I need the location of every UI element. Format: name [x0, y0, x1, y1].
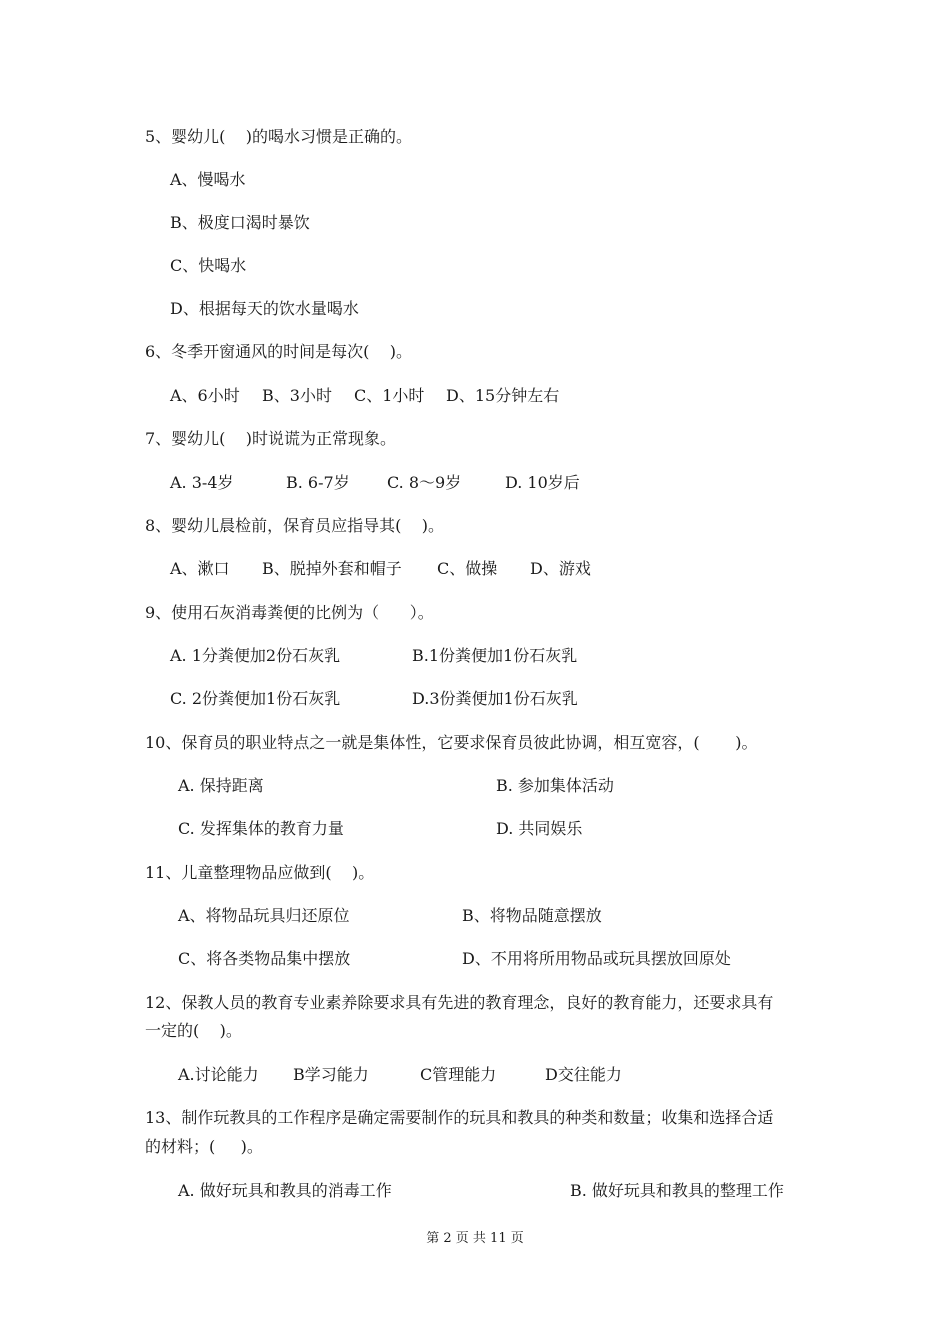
option-c: C、做操 — [437, 559, 498, 578]
option-a: A、6小时 — [170, 386, 240, 405]
option-a: A、将物品玩具归还原位 — [178, 906, 350, 925]
question-stem-line-2: 一定的( )。 — [145, 1021, 242, 1040]
question-stem: 8、婴幼儿晨检前，保育员应指导其( )。 — [145, 516, 445, 535]
page-number-footer: 第 2 页 共 11 页 — [426, 1231, 524, 1246]
option-b: B、极度口渴时暴饮 — [170, 213, 310, 232]
option-d: D.3份粪便加1份石灰乳 — [412, 689, 578, 708]
question-stem-line-2: 的材料；( )。 — [145, 1137, 263, 1156]
option-c: C管理能力 — [420, 1065, 497, 1084]
option-c: C、1小时 — [354, 386, 425, 405]
option-a: A. 1分粪便加2份石灰乳 — [170, 646, 341, 665]
option-b: B、脱掉外套和帽子 — [262, 559, 402, 578]
question-stem-line-1: 13、制作玩教具的工作程序是确定需要制作的玩具和教具的种类和数量；收集和选择合适 — [145, 1108, 774, 1127]
option-b: B、将物品随意摆放 — [462, 906, 602, 925]
option-a: A. 保持距离 — [178, 776, 264, 795]
question-stem: 6、冬季开窗通风的时间是每次( )。 — [145, 342, 413, 361]
option-c: C. 2份粪便加1份石灰乳 — [170, 689, 341, 708]
option-b: B学习能力 — [293, 1065, 369, 1084]
option-c: C、将各类物品集中摆放 — [178, 949, 351, 968]
option-a: A. 3-4岁 — [170, 473, 234, 492]
option-a: A、漱口 — [170, 559, 230, 578]
option-d: D. 共同娱乐 — [496, 819, 583, 838]
option-d: D、不用将所用物品或玩具摆放回原处 — [462, 949, 731, 968]
option-b: B. 6-7岁 — [286, 473, 350, 492]
option-d: D、15分钟左右 — [446, 386, 560, 405]
option-c: C. 8～9岁 — [387, 473, 462, 492]
question-stem: 11、儿童整理物品应做到( )。 — [145, 863, 375, 882]
option-b: B. 参加集体活动 — [496, 776, 614, 795]
option-b: B、3小时 — [262, 386, 332, 405]
option-c: C、快喝水 — [170, 256, 247, 275]
question-stem-line-1: 12、保教人员的教育专业素养除要求具有先进的教育理念，良好的教育能力，还要求具有 — [145, 993, 774, 1012]
option-a: A、慢喝水 — [170, 170, 246, 189]
option-a: A.讨论能力 — [178, 1065, 259, 1084]
option-b: B.1份粪便加1份石灰乳 — [412, 646, 578, 665]
question-stem: 7、婴幼儿( )时说谎为正常现象。 — [145, 429, 397, 448]
option-d: D、游戏 — [530, 559, 591, 578]
question-stem: 9、使用石灰消毒粪便的比例为（ ）。 — [145, 603, 434, 622]
option-d: D、根据每天的饮水量喝水 — [170, 299, 359, 318]
option-d: D交往能力 — [545, 1065, 622, 1084]
option-b: B. 做好玩具和教具的整理工作 — [570, 1181, 784, 1200]
question-stem: 5、婴幼儿( )的喝水习惯是正确的。 — [145, 127, 413, 146]
option-a: A. 做好玩具和教具的消毒工作 — [178, 1181, 392, 1200]
option-d: D. 10岁后 — [505, 473, 580, 492]
question-stem: 10、保育员的职业特点之一就是集体性，它要求保育员彼此协调，相互宽容，( )。 — [145, 733, 758, 752]
option-c: C. 发挥集体的教育力量 — [178, 819, 344, 838]
